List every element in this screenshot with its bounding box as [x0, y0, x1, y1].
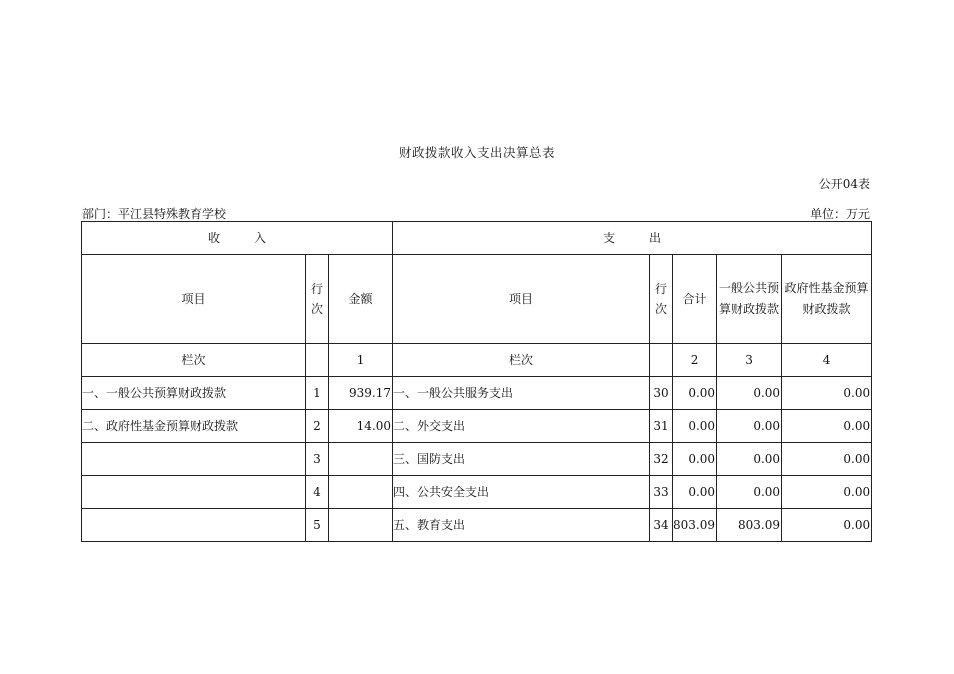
index-expense-label: 栏次 [393, 344, 650, 377]
expense-item-cell: 一、一般公共服务支出 [393, 377, 650, 410]
expense-item-header: 项目 [393, 255, 650, 344]
table-row [82, 509, 872, 542]
income-item-cell: 二、政府性基金预算财政拨款 [82, 410, 306, 443]
income-section-header: 收入 [82, 222, 393, 255]
expense-total-header: 合计 [673, 255, 717, 344]
page-title: 财政拨款收入支出决算总表 [398, 145, 555, 160]
income-amount-cell [329, 509, 393, 542]
expense-fund-cell: 0.00 [782, 509, 872, 542]
table-row [82, 377, 872, 410]
income-amount-cell: 14.00 [329, 410, 393, 443]
budget-table [81, 221, 872, 542]
expense-fund-cell: 0.00 [782, 377, 872, 410]
unit-label: 单位：万元 [809, 207, 870, 221]
expense-line-cell: 32 [650, 443, 673, 476]
income-item-cell [82, 443, 306, 476]
income-amount-cell [329, 476, 393, 509]
table-row [82, 443, 872, 476]
table-row [82, 476, 872, 509]
expense-line-cell: 31 [650, 410, 673, 443]
index-empty-cell [306, 344, 329, 377]
index-col-2: 2 [673, 344, 717, 377]
expense-general-header: 一般公共预算财政拨款 [717, 255, 782, 344]
expense-fund-cell: 0.00 [782, 443, 872, 476]
income-item-header: 项目 [82, 255, 306, 344]
index-col-1: 1 [329, 344, 393, 377]
expense-item-cell: 二、外交支出 [393, 410, 650, 443]
income-line-cell: 2 [306, 410, 329, 443]
income-line-cell: 4 [306, 476, 329, 509]
expense-section-header: 支出 [393, 222, 872, 255]
income-line-cell: 5 [306, 509, 329, 542]
expense-general-cell: 0.00 [717, 476, 782, 509]
expense-line-cell: 34 [650, 509, 673, 542]
income-amount-cell: 939.17 [329, 377, 393, 410]
expense-total-cell: 0.00 [673, 377, 717, 410]
expense-general-cell: 0.00 [717, 443, 782, 476]
expense-fund-cell: 0.00 [782, 476, 872, 509]
expense-total-cell: 0.00 [673, 476, 717, 509]
income-line-header: 行次 [306, 255, 329, 344]
index-col-4: 4 [782, 344, 872, 377]
income-line-cell: 3 [306, 443, 329, 476]
department-label: 部门：平江县特殊教育学校 [82, 207, 227, 221]
income-item-cell [82, 509, 306, 542]
expense-total-cell: 0.00 [673, 410, 717, 443]
income-amount-header: 金额 [329, 255, 393, 344]
expense-item-cell: 五、教育支出 [393, 509, 650, 542]
expense-item-cell: 四、公共安全支出 [393, 476, 650, 509]
index-income-label: 栏次 [82, 344, 306, 377]
index-empty-cell [650, 344, 673, 377]
expense-line-header: 行次 [650, 255, 673, 344]
expense-total-cell: 803.09 [673, 509, 717, 542]
income-item-cell [82, 476, 306, 509]
form-code: 公开04表 [818, 177, 870, 191]
income-amount-cell [329, 443, 393, 476]
table-row [82, 410, 872, 443]
income-item-cell: 一、一般公共预算财政拨款 [82, 377, 306, 410]
expense-fund-cell: 0.00 [782, 410, 872, 443]
expense-line-cell: 33 [650, 476, 673, 509]
expense-general-cell: 0.00 [717, 377, 782, 410]
expense-line-cell: 30 [650, 377, 673, 410]
income-line-cell: 1 [306, 377, 329, 410]
expense-general-cell: 0.00 [717, 410, 782, 443]
expense-general-cell: 803.09 [717, 509, 782, 542]
index-col-3: 3 [717, 344, 782, 377]
expense-fund-header: 政府性基金预算财政拨款 [782, 255, 872, 344]
expense-total-cell: 0.00 [673, 443, 717, 476]
expense-item-cell: 三、国防支出 [393, 443, 650, 476]
